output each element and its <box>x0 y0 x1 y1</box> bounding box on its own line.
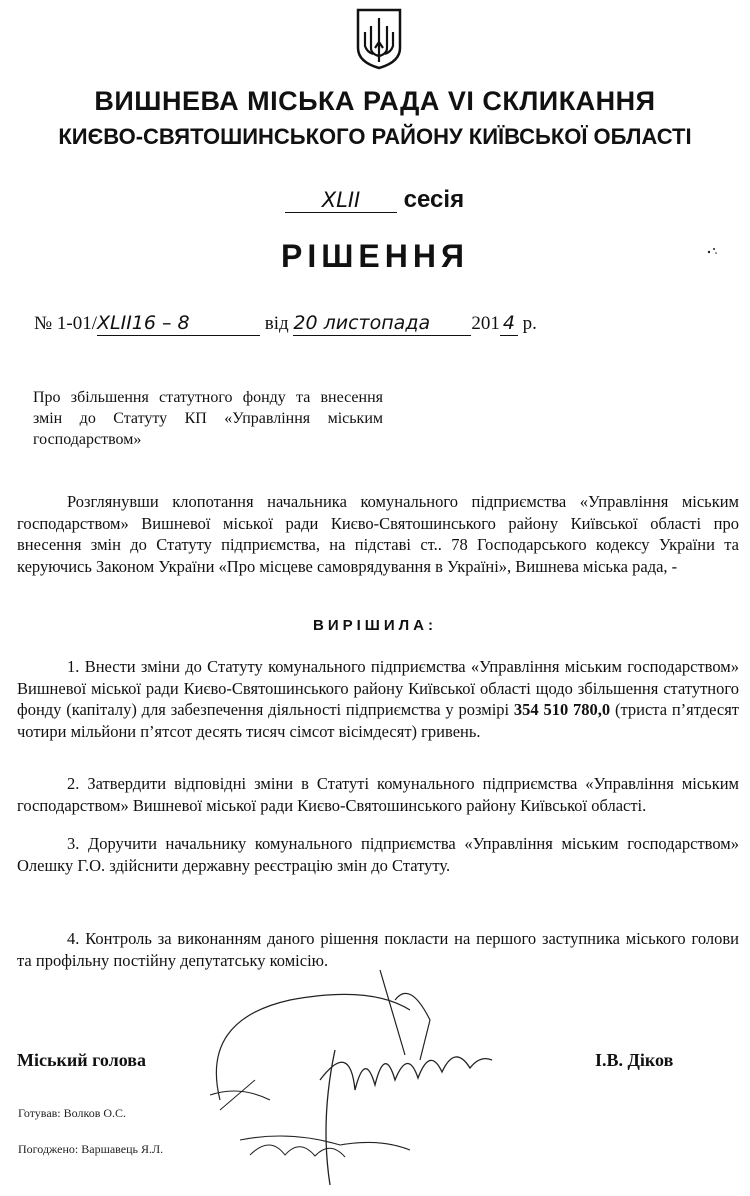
decision-number-prefix: № 1-01/ <box>34 313 97 334</box>
date-from-label: від <box>264 313 289 334</box>
session-label: сесія <box>403 186 465 213</box>
mayor-signature <box>180 960 580 1190</box>
council-title: ВИШНЕВА МІСЬКА РАДА VI СКЛИКАННЯ <box>94 86 656 116</box>
decision-number-line <box>34 312 537 336</box>
decided-heading: ВИРІШИЛА: <box>313 617 437 634</box>
decision-item-3: 3. Доручити начальнику комунального підприємства «Управління міським господарством» Олешку Г.О. здійснити державну реєстрацію змін до Статуту. <box>17 834 739 875</box>
item-1-text-end: (триста п’ятдесят чотири мільйони п’ятсот десять тисяч сімсот вісімдесят) гривень. <box>17 700 739 741</box>
year-prefix: 201 <box>471 313 500 334</box>
decision-subject: Про збільшення статутного фонду та внесення змін до Статуту КП «Управління міським господарством» <box>33 389 383 448</box>
preamble-paragraph: Розглянувши клопотання начальника комунального підприємства «Управління міським господарством» Вишневої міської ради Києво-Святошинського району Київської області про внесення змін до Статуту підприємства, на підставі ст.. 78 Господарського кодексу України та керуючись Законом України «Про місцеве самоврядування в Україні», Вишнева міська рада, - <box>17 492 739 576</box>
decision-date: 20 листопада <box>293 312 431 334</box>
decision-item-2: 2. Затвердити відповідні зміни в Статуті комунального підприємства «Управління міським господарством» Вишневої міської ради Києво-Святошинського району Київської області. <box>17 774 739 815</box>
year-digit: 4 <box>502 312 515 334</box>
item-1-amount: 354 510 780,0 <box>513 700 611 719</box>
mayor-name: І.В. Діков <box>595 1050 674 1070</box>
session-number: XLII <box>285 188 397 213</box>
decision-item-1 <box>17 656 739 742</box>
prepared-by: Готував: Волков О.С. <box>18 1106 127 1120</box>
coat-of-arms-icon <box>355 8 403 70</box>
agreed-by: Погоджено: Варшавець Я.Л. <box>18 1142 164 1156</box>
decision-title: РІШЕННЯ <box>281 238 469 274</box>
item-1-text: 1. Внести зміни до Статуту комунального підприємства «Управління міським господарством» Вишневої міської ради Києво-Святошинського району Київської області щодо збільшення статутного фонду (капіталу) для забезпечення діяльності підприємства у розмірі <box>17 657 739 719</box>
year-suffix: р. <box>522 313 537 334</box>
session-line <box>285 186 464 214</box>
decision-number: XLII16 – 8 <box>96 312 190 334</box>
district-title: КИЄВО-СВЯТОШИНСЬКОГО РАЙОНУ КИЇВСЬКОЇ ОБЛАСТІ <box>58 124 692 149</box>
mayor-position: Міський голова <box>17 1050 146 1070</box>
decision-item-4: 4. Контроль за виконанням даного рішення покласти на першого заступника міського голови та профільну постійну депутатську комісію. <box>17 929 739 970</box>
